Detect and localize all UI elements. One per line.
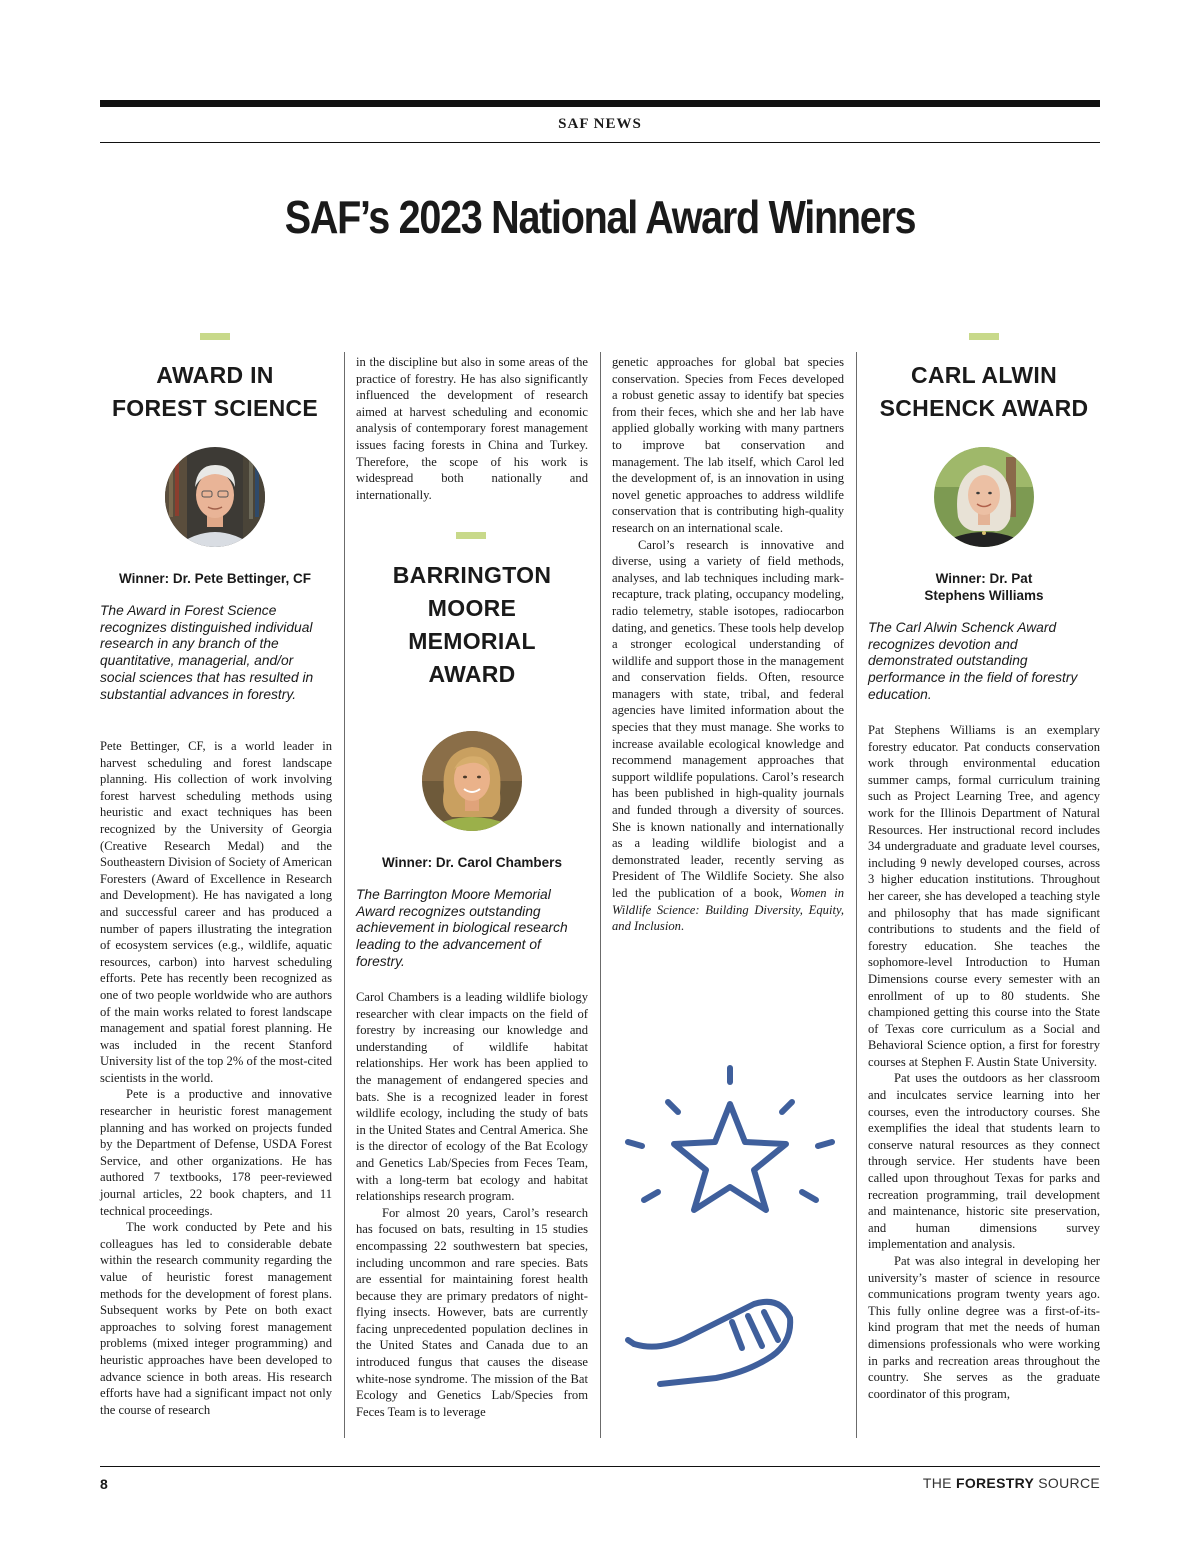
winner-name: Winner: Dr. Carol Chambers [382,855,562,870]
accent-bar [969,333,999,340]
publication-name: THE FORESTRY SOURCE [922,1475,1100,1491]
article-body-continued [612,354,844,935]
body-paragraph: The work conducted by Pete and his colleagues has led to considerable debate within the research community regarding the value of heuristic forest management methods for the development of forest plans. Subsequent works by Pete on both exact approaches to solving forest management problems (mixed integer programming) and heuristic approaches have been developed to advance science in both areas. His research efforts have had a significant impact not only the course of research [100,1220,332,1417]
article-body [100,738,332,1418]
award-description: The Barrington Moore Memorial Award recognizes outstanding achievement in biological research leading to the advancement of forestry. [356,887,568,969]
award-title-barrington-moore: BARRINGTON MOORE MEMORIAL AWARD [392,562,552,687]
award-description: The Carl Alwin Schenck Award recognizes devotion and demonstrated outstanding performance in the field of forestry education. [868,620,1078,702]
star-in-hand-icon [620,1060,840,1390]
body-paragraph: Carol Chambers is a leading wildlife biology researcher with clear impacts on the field of forestry by increasing our knowledge and understanding of wildlife habitat relationships. Her work has been applied to the management of endangered species and bats. She is a recognized leader in forest wildlife ecology, including the study of bats in the United States and Central America. She is the director of ecology of the Bat Ecology and Genetics Lab/Species from Feces Team, with a long-term bat ecology and habitat relationships research program. [356,990,588,1204]
section-label: SAF NEWS [558,116,642,132]
column-divider [600,352,601,1438]
winner-name: Winner: Dr. Pat Stephens Williams [924,571,1044,603]
body-paragraph: Pete is a productive and innovative researcher in heuristic forest management planning and has worked on projects funded by the Department of Defense, USDA Forest Service, and other organizations. He has authored 7 textbooks, 178 peer-reviewed journal articles, 22 book chapters, and 11 technical proceedings. [100,1087,332,1218]
award-title-forest-science: AWARD IN FOREST SCIENCE [111,362,319,421]
portrait-pat-stephens-williams [934,447,1034,547]
winner-name: Winner: Dr. Pete Bettinger, CF [119,571,311,586]
accent-bar [200,333,230,340]
body-paragraph: Pat was also integral in developing her university’s master of science in resource communications program twenty years ago. This fully online degree was a first-of-its-kind program that met the needs of human dimensions professionals who were working in parks and recreation areas throughout the country. She serves as the graduate coordinator of this program, [868,1254,1100,1401]
top-rule [100,100,1100,107]
portrait-carol-chambers [422,731,522,831]
section-rule [100,142,1100,143]
body-paragraph: genetic approaches for global bat species conservation. Species from Feces developed a robust genetic assay to identify bat species from their feces, which she and her lab have applied globally working with many partners to improve bat conservation and management. The lab itself, which Carol led the development of, is an innovation in using novel genetic approaches to address wildlife conservation that is contributing high-quality research on an international scale. [612,355,844,535]
body-paragraph: Pete Bettinger, CF, is a world leader in harvest scheduling and forest landscape planning. His collection of work involving forest harvest scheduling methods using heuristic and exact techniques has been recognized by the University of Georgia (Creative Research Medal) and the Southeastern Division of Society of American Foresters (Award of Excellence in Research and Development). He has navigated a long and successful career and has produced a number of papers illustrating the integration of ecosystem services (e.g., wildlife, aquatic resources, carbon) into harvest scheduling efforts. Pete has recently been recognized as one of two people worldwide who are authors of the main works related to forest landscape management and spatial forest planning. He was included in the recent Stanford University list of the top 2% of the most-cited scientists in the world. [100,739,332,1085]
page-title: SAF’s 2023 National Award Winners [284,191,916,243]
body-paragraph: Pat Stephens Williams is an exemplary forestry educator. Pat conducts conservation work through environmental education summer camps, formal curriculum training such as Project Learning Tree, and agency work for the Illinois Department of Natural Resources. Her instructional record includes 34 undergraduate and graduate level courses, including 9 newly developed courses, across 3 higher education institutions. Throughout her career, she has developed a teaching style and philosophy that has made significant contributions to students and the field of forestry education. She teaches the sophomore-level Introduction to Human Dimensions course every semester with an enrollment of up to 80 students. She championed getting this course into the State of Texas core curriculum as a Social and Behavioral Science option, a first for forestry courses at Stephen F. Austin State University. [868,723,1100,1069]
body-paragraph: in the discipline but also in some areas of the practice of forestry. He has also significantly influenced the development of research aimed at harvest scheduling and economic analysis of contemporary forest management issues facing forests in China and Turkey. Therefore, the scope of his work is widespread both nationally and internationally. [356,355,588,502]
book-title: Women in Wildlife Science: Building Diversity, Equity, and Inclusion [612,886,845,934]
page-number: 8 [100,1476,108,1492]
body-paragraph: For almost 20 years, Carol’s research has focused on bats, resulting in 15 studies encompassing 22 southwestern bat species, including uncommon and rare species. Bats are essential for maintaining forest health because they are primary predators of night-flying insects. However, bats are currently facing unprecedented population declines in the United States and Canada due to an introduced fungus that causes the disease white-nose syndrome. The mission of the Bat Ecology and Genetics Lab/Species from Feces Team is to leverage [356,1205,588,1419]
portrait-pete-bettinger [165,447,265,547]
footer-rule [100,1466,1100,1467]
article-body-continued [356,354,588,503]
article-body [356,989,588,1420]
accent-bar [456,532,486,539]
award-description: The Award in Forest Science recognizes distinguished individual research in any branch of the quantitative, managerial, and/or social sciences that has resulted in substantial advances in forestry. [100,603,314,702]
award-title-carl-alwin-schenck: CARL ALWIN SCHENCK AWARD [879,362,1089,421]
body-paragraph: Pat uses the outdoors as her classroom and inculcates service learning into her courses, even the introductory courses. She exemplifies the ideal that students learn to conserve natural resources as they connect through service. Her students have been called upon throughout Texas for parks and recreation programming, trail development and maintenance, historic site preservation, and human dimensions survey implementation and analysis. [868,1071,1100,1252]
column-divider [856,352,857,1438]
article-body [868,722,1100,1402]
body-paragraph: Carol’s research is innovative and diverse, using a variety of field methods, analyses, and lab techniques including mark-recapture, track plating, occupancy modeling, radio telemetry, stable isotopes, radiocarbon dating, and genetics. These tools help develop a stronger ecological understanding of wildlife and support those in the management and conservation fields. Often, resource managers with state, tribal, and federal agencies have limited information about the species that they must manage. She works to increase available ecological knowledge and recommend management approaches that support wildlife populations. Carol’s research has been published in high-quality journals and funded through a diversity of sources. She is known nationally and internationally as a leading wildlife biologist and a demonstrated leader, recently serving as President of The Wildlife Society. She also led the publication of a book, Women in Wildlife Science: Building Diversity, Equity, and Inclusion. [612,537,845,934]
column-divider [344,352,345,1438]
